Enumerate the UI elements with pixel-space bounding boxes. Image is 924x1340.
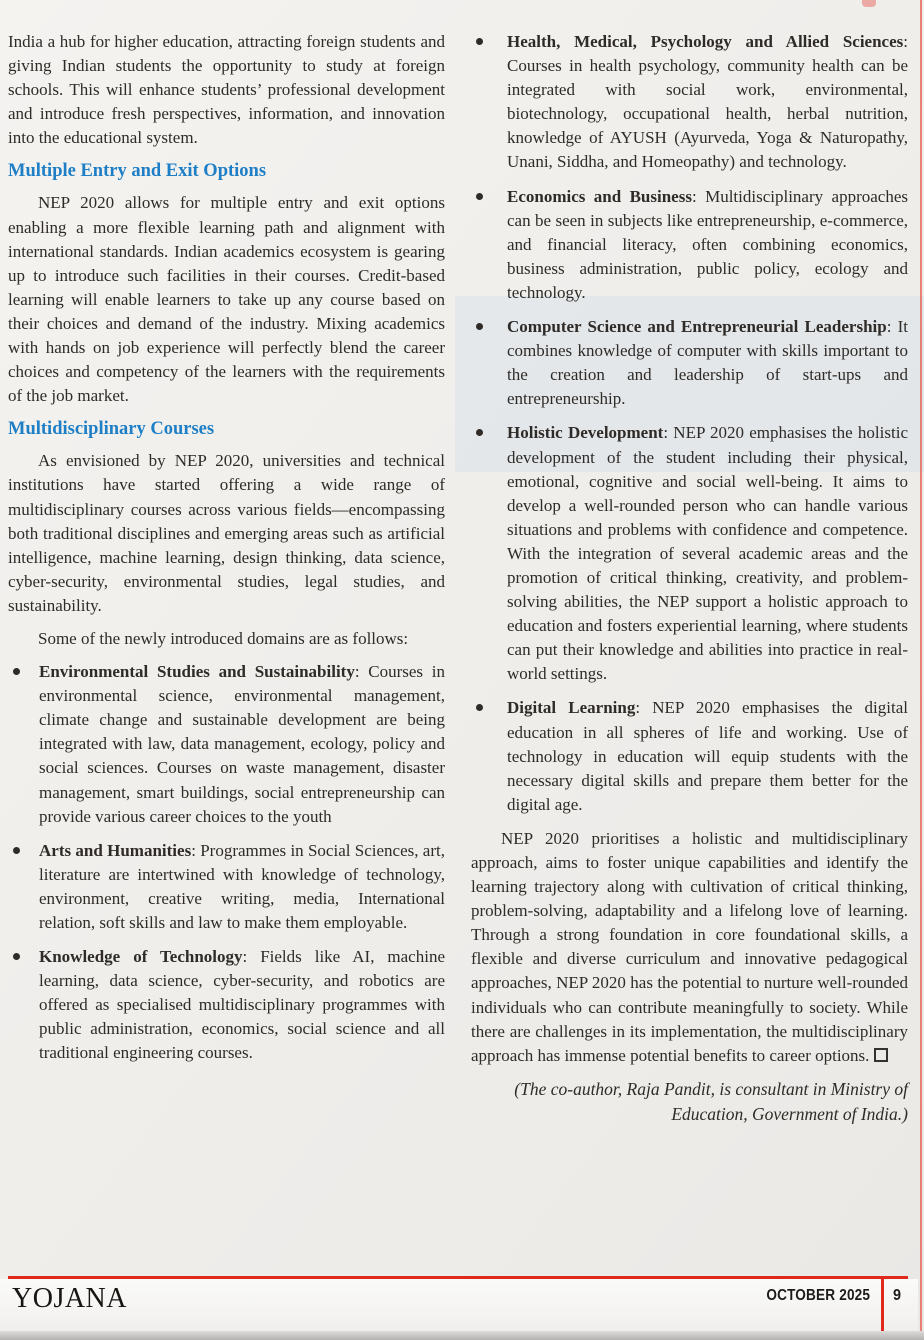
bullet-term: Digital Learning	[507, 698, 636, 718]
bullet-dot-icon	[476, 323, 483, 330]
page-edge-red-rule	[920, 0, 923, 1334]
author-note: (The co-author, Raja Pandit, is consultant in Ministry of Education, Government of India.)	[514, 1078, 908, 1124]
bullet-term: Health, Medical, Psychology and Allied Sciences	[507, 32, 904, 51]
bullet-dot-icon	[476, 193, 483, 200]
paragraph-multiple-entry: NEP 2020 allows for multiple entry and exit options enabling a more flexible learning path and alignment with international standards. Indian academics ecosystem is gearing up to introduce such facilities in their courses. Credit-based learning will enable learners to take up any course based on their choices and demand of the industry. Mixing academics with hands on job experience will perfectly blend the career choices and competency of the learners with the requirements of the job market.	[8, 193, 445, 406]
bullet-term: Arts and Humanities	[39, 840, 192, 860]
bullet-arts-humanities	[8, 839, 445, 935]
scan-bottom-edge	[0, 1331, 924, 1340]
bullet-dot-icon	[13, 668, 20, 675]
bullet-dot-icon	[476, 38, 483, 45]
closing-paragraph-text: NEP 2020 prioritises a holistic and multidisciplinary approach, aims to foster unique capabilities and identify the learning trajectory along with cultivation of critical thinking, problem-solving, adaptability and a lifelong love of learning. Through a strong foundation in core foundational skills, a flexible and diverse curriculum and innovative pedagogical approaches, NEP 2020 has the potential to nurture well-rounded individuals who can contribute meaningfully to society. While there are challenges in its implementation, the multidisciplinary approach has immense potential benefits to career options.	[471, 828, 908, 1065]
bullet-holistic-development	[471, 421, 908, 686]
issue-date: OCTOBER 2025	[766, 1287, 870, 1304]
section-heading-multiple-entry: Multiple Entry and Exit Options	[8, 161, 267, 182]
bullet-term: Economics and Business	[507, 186, 692, 206]
bullet-desc: : Multidisciplinary approaches can be seen in subjects like entrepreneurship, e-commerce, and financial literacy, often combining economics, business administration, public policy, ecology and technology.	[507, 186, 908, 302]
right-column	[471, 30, 908, 1136]
bullet-knowledge-of-technology	[8, 945, 445, 1065]
magazine-name: YOJANA	[12, 1283, 127, 1314]
bullet-desc: : NEP 2020 emphasises the digital education in all spheres of life and working. Use of technology in education will equip students with the necessary digital skills and prepare them better for the digital age.	[507, 698, 908, 814]
article-end-square-icon	[874, 1048, 888, 1062]
paragraph-multidisciplinary-2: Some of the newly introduced domains are as follows:	[38, 628, 409, 648]
bullet-desc: : Programmes in Social Sciences, art, literature are intertwined with knowledge of technology, environment, creative writing, media, International relation, soft skills and law to make them employable.	[39, 840, 445, 932]
bullet-dot-icon	[13, 953, 20, 960]
bullet-dot-icon	[476, 429, 483, 436]
paragraph-multidisciplinary-1: As envisioned by NEP 2020, universities and technical institutions have started offering a wide range of multidisciplinary courses across various fields—encompassing both traditional disciplines and emerging areas such as artificial intelligence, machine learning, design thinking, data science, cyber-security, environmental studies, legal studies, and sustainability.	[8, 451, 445, 615]
page-number: 9	[893, 1287, 902, 1304]
bullet-computer-science-leadership	[471, 315, 908, 411]
closing-paragraph	[471, 827, 908, 1068]
bullet-health-medical	[471, 30, 908, 175]
bullet-desc: : Courses in health psychology, community health can be integrated with social work, environmental, biotechnology, occupational health, herbal nutrition, knowledge of AYUSH (Ayurveda, Yoga & Naturopathy, Unani, Siddha, and Homeopathy) and technology.	[507, 32, 908, 172]
article-body	[8, 30, 908, 1136]
left-bullet-list	[8, 660, 445, 1066]
right-bullet-list	[471, 30, 908, 817]
bullet-digital-learning	[471, 696, 908, 816]
left-column	[8, 30, 445, 1136]
bullet-desc: : It combines knowledge of computer with skills important to the creation and leadership of start-ups and entrepreneurship.	[507, 317, 908, 409]
bullet-economics-business	[471, 185, 908, 305]
bullet-term: Holistic Development	[507, 423, 664, 443]
intro-paragraph: India a hub for higher education, attracting foreign students and giving Indian students the opportunity to study at foreign schools. This will enhance students’ professional development and introduce fresh perspectives, information, and innovation into the educational system.	[8, 32, 445, 148]
footer-red-rule	[8, 1276, 908, 1279]
bullet-term: Computer Science and Entrepreneurial Leadership	[507, 317, 887, 337]
bullet-desc: : NEP 2020 emphasises the holistic development of the student including their physical, emotional, cognitive and social well-being. It aims to develop a well-rounded person who can handle various situations and problems with confidence and competence. With the integration of several academic areas and the promotion of critical thinking, creativity, and problem-solving abilities, the NEP support a holistic approach to education and fosters experiential learning, where students can put their knowledge and abilities into practice in real-world settings.	[507, 423, 908, 684]
bullet-dot-icon	[476, 704, 483, 711]
scan-red-smudge	[862, 0, 876, 7]
section-heading-multidisciplinary-courses: Multidisciplinary Courses	[8, 419, 215, 440]
bullet-desc: : Fields like AI, machine learning, data science, cyber-security, and robotics are offered as specialised multidisciplinary programmes with public administration, economics, social science and all traditional engineering courses.	[39, 947, 445, 1063]
bullet-term: Environmental Studies and Sustainability	[39, 662, 355, 682]
bullet-desc: : Courses in environmental science, environmental management, climate change and sustainable development are being integrated with law, data management, ecology, policy and social sciences. Courses on waste management, disaster management, smart buildings, social entrepreneurship can provide various career choices to the youth	[39, 662, 445, 826]
bullet-dot-icon	[13, 847, 20, 854]
bullet-environmental-studies	[8, 660, 445, 829]
bullet-term: Knowledge of Technology	[39, 947, 243, 967]
